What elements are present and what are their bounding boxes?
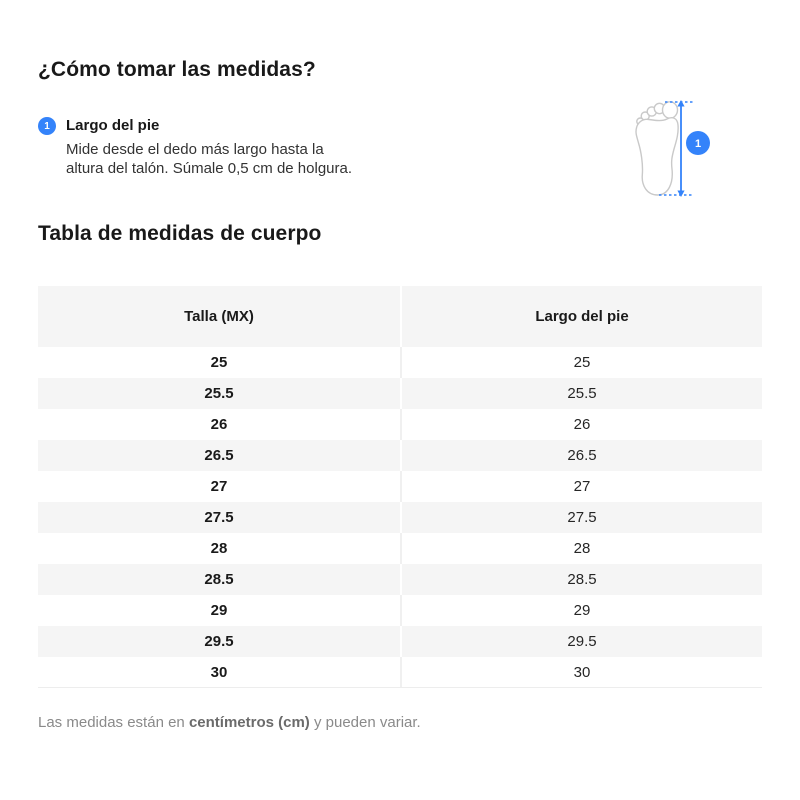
table-row <box>38 471 762 502</box>
arrow-head-down-icon <box>677 191 684 198</box>
length-cell: 28.5 <box>400 564 762 595</box>
size-cell: 26 <box>210 416 228 433</box>
length-cell: 27.5 <box>400 502 762 533</box>
size-cell: 28.5 <box>204 571 234 588</box>
length-cell: 26 <box>400 409 762 440</box>
big-toe-icon <box>663 102 678 118</box>
table-row <box>38 564 762 595</box>
arrow-head-up-icon <box>677 100 684 107</box>
page-title: ¿Cómo tomar las medidas? <box>38 58 316 81</box>
table-row <box>38 595 762 626</box>
step-description-line: altura del talón. Súmale 0,5 cm de holgura. <box>66 160 353 177</box>
table-row <box>38 626 762 657</box>
size-cell: 30 <box>210 663 228 681</box>
step-description-line: Mide desde el dedo más largo hasta la <box>66 141 324 158</box>
size-cell: 26.5 <box>204 447 234 464</box>
step-number: 1 <box>44 120 50 132</box>
length-cell: 30 <box>400 657 762 687</box>
table-row <box>38 347 762 378</box>
size-cell: 25 <box>210 354 228 371</box>
footer-note-suffix: y pueden variar. <box>309 714 421 731</box>
length-cell: 25 <box>400 347 762 378</box>
size-cell: 25.5 <box>204 385 234 402</box>
step-text <box>66 117 352 178</box>
length-cell: 29.5 <box>400 626 762 657</box>
size-cell: 28 <box>210 540 228 557</box>
length-cell: 29 <box>400 595 762 626</box>
sole-outline <box>636 118 678 195</box>
measure-badge <box>686 131 710 155</box>
foot-measurement-illustration <box>615 85 735 210</box>
table-row <box>38 440 762 471</box>
length-cell: 27 <box>400 471 762 502</box>
length-cell: 28 <box>400 533 762 564</box>
length-cell: 26.5 <box>400 440 762 471</box>
size-cell: 29 <box>210 602 228 619</box>
table-row <box>38 409 762 440</box>
size-cell: 29.5 <box>204 633 234 650</box>
size-table-body <box>38 347 762 688</box>
step-number-badge <box>38 117 56 135</box>
length-cell: 25.5 <box>400 378 762 409</box>
footer-note-bold: centímetros (cm) <box>188 714 310 731</box>
size-cell: 27 <box>210 478 228 495</box>
header-cell-largo: Largo del pie <box>400 286 762 347</box>
measure-badge-number: 1 <box>694 138 702 150</box>
table-row <box>38 378 762 409</box>
table-row <box>38 533 762 564</box>
table-section-title: Tabla de medidas de cuerpo <box>38 222 322 245</box>
header-cell-talla: Talla (MX) <box>184 308 254 325</box>
size-cell: 27.5 <box>204 509 234 526</box>
step-largo-del-pie <box>38 117 352 178</box>
foot-outline <box>636 102 678 195</box>
step-description <box>66 140 352 178</box>
table-header <box>38 286 762 347</box>
table-row <box>38 657 762 688</box>
footer-note <box>38 713 421 733</box>
size-table <box>38 286 762 688</box>
step-title: Largo del pie <box>66 117 160 134</box>
table-row <box>38 502 762 533</box>
footer-note-prefix: Las medidas están en <box>38 714 189 731</box>
